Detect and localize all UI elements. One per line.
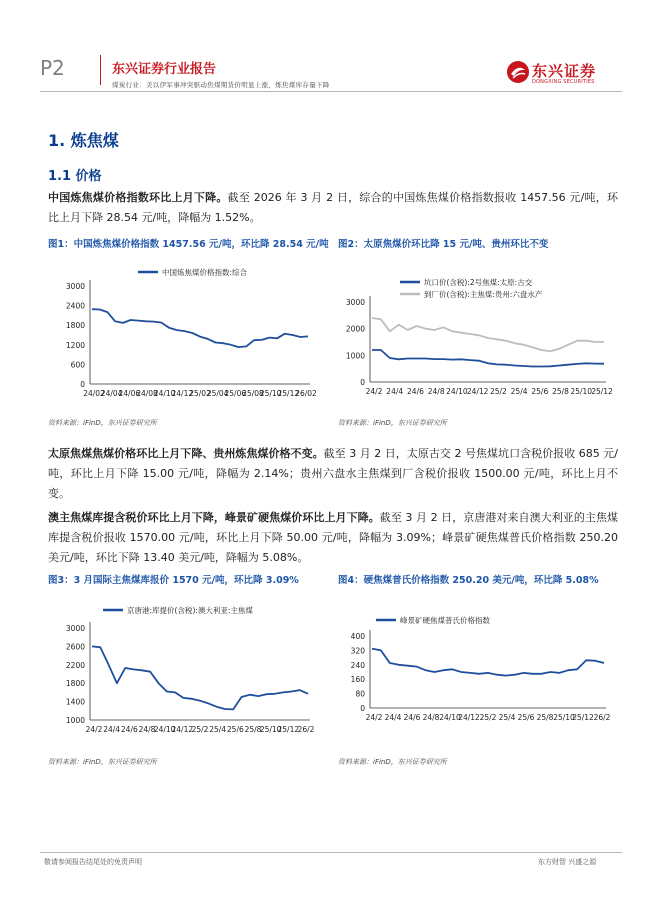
fig1-xtick-label: 25/10 [259, 389, 282, 398]
figure-1-caption: 图1：中国炼焦煤价格指数 1457.56 元/吨，环比降 28.54 元/吨 [48, 239, 329, 250]
fig1-xtick-label: 26/02 [295, 389, 317, 398]
fig1-xtick-label: 24/04 [100, 389, 123, 398]
fig4-xtick-label: 25/8 [536, 713, 554, 722]
figure-1-source: 资料来源：iFinD，东兴证券研究所 [48, 419, 157, 427]
figure-4-source: 资料来源：iFinD，东兴证券研究所 [338, 758, 447, 766]
logo-mark-icon [506, 60, 530, 84]
paragraph-2-lead: 太原焦煤焦煤价格环比上月下降、贵州炼焦煤价格不变。 [48, 447, 324, 460]
fig2-legend-label-1: 到厂价(含税):主焦煤:贵州:六盘水产 [424, 290, 543, 299]
fig3-xtick-label: 24/2 [85, 725, 103, 734]
page-number: P2 [40, 56, 65, 80]
fig1-ytick-label: 1200 [65, 340, 85, 350]
logo-subtext: DONGXING SECURITIES [532, 79, 595, 85]
fig3-ytick-label: 1000 [65, 716, 85, 725]
figure-1-chart [48, 252, 318, 412]
fig2-xtick-label: 24/4 [386, 387, 404, 396]
fig2-xtick-label: 25/8 [552, 387, 569, 396]
fig1-xtick-label: 25/08 [242, 389, 264, 398]
fig4-xtick-label: 25/10 [553, 713, 575, 722]
fig1-xtick-label: 25/04 [206, 389, 229, 398]
fig2-series-line-0 [372, 350, 604, 367]
fig4-xtick-label: 25/6 [517, 713, 535, 722]
fig1-xtick-label: 25/06 [224, 389, 247, 398]
fig2-ytick-label: 0 [360, 378, 365, 387]
fig3-xtick-label: 24/10 [153, 725, 176, 734]
footer-rule [40, 852, 622, 853]
fig3-xtick-label: 24/6 [120, 725, 138, 734]
fig2-xtick-label: 25/10 [570, 387, 593, 396]
fig4-xtick-label: 24/2 [365, 713, 383, 722]
paragraph-2-body: 截至 3 月 2 日，太原古交 2 号焦煤坑口含税价报收 685 元/吨，环比上月下降 15.00 元/吨，降幅为 2.14%；贵州六盘水主焦煤到厂含税价报收 1500.00 元/吨，环比上月不变。 [48, 447, 618, 500]
fig3-xtick-label: 25/4 [209, 725, 227, 734]
fig3-ytick-label: 3000 [65, 624, 85, 633]
fig4-xtick-label: 26/2 [593, 713, 611, 722]
fig1-ytick-label: 600 [70, 360, 85, 370]
fig3-ytick-label: 2200 [65, 660, 85, 670]
figure-2-caption: 图2：太原焦煤价环比降 15 元/吨、贵州环比不变 [338, 239, 549, 250]
fig2-xtick-label: 25/2 [489, 387, 507, 396]
paragraph-1-body: 截至 2026 年 3 月 2 日，综合的中国炼焦煤价格指数报收 1457.56 元/吨，环比上月下降 28.54 元/吨，降幅为 1.52%。 [48, 191, 619, 224]
fig2-xtick-label: 25/6 [531, 387, 549, 396]
fig4-series-line-0 [372, 649, 604, 676]
fig1-xtick-label: 24/08 [136, 389, 158, 398]
figure-3-chart [48, 596, 318, 741]
fig4-ytick-label: 80 [355, 689, 365, 699]
fig1-xtick-label: 24/02 [83, 389, 105, 398]
fig3-xtick-label: 25/8 [244, 725, 262, 734]
paragraph-3-lead: 澳主焦煤库提含税价环比上月下降，峰景矿硬焦煤价环比上月下降。 [48, 511, 380, 524]
fig2-xtick-label: 24/12 [466, 387, 489, 396]
fig3-xtick-label: 24/4 [103, 725, 121, 734]
fig3-xtick-label: 25/2 [191, 725, 209, 734]
fig4-ytick-label: 160 [350, 675, 365, 685]
fig1-legend-label-0: 中国炼焦煤价格指数:综合 [162, 268, 248, 277]
figure-3-caption: 图3：3 月国际主焦煤库报价 1570 元/吨，环比降 3.09% [48, 575, 299, 586]
fig2-xtick-label: 24/6 [407, 387, 424, 396]
fig4-ytick-label: 320 [350, 646, 365, 656]
fig4-xtick-label: 24/4 [384, 713, 402, 722]
fig2-ytick-label: 3000 [345, 298, 365, 307]
fig1-xtick-label: 24/10 [153, 389, 176, 398]
report-subtitle: 煤炭行业：美以伊军事冲突驱动焦煤期货价明显上涨，炼焦煤库存量下降 [112, 81, 330, 89]
fig3-ytick-label: 2600 [65, 642, 85, 652]
footer-disclaimer: 敬请参阅报告结尾处的免责声明 [44, 858, 142, 866]
fig3-ytick-label: 1400 [65, 697, 85, 707]
figure-4-caption: 图4：硬焦煤普氏价格指数 250.20 美元/吨，环比降 5.08% [338, 575, 599, 586]
fig3-xtick-label: 26/2 [297, 725, 315, 734]
fig4-xtick-label: 25/12 [572, 713, 594, 722]
fig2-xtick-label: 25/4 [510, 387, 528, 396]
fig4-legend-label-0: 峰景矿硬焦煤普氏价格指数 [400, 616, 490, 625]
header-rule [40, 91, 622, 92]
paragraph-2 [48, 444, 618, 504]
fig1-xtick-label: 25/02 [189, 389, 211, 398]
fig4-xtick-label: 25/4 [498, 713, 516, 722]
report-title: 东兴证券行业报告 [112, 62, 217, 77]
fig3-ytick-label: 1800 [65, 679, 85, 689]
fig3-legend-label-0: 京唐港:库提价(含税):澳大利亚:主焦煤 [127, 606, 253, 615]
fig1-series-line-0 [92, 309, 308, 347]
paragraph-1-lead: 中国炼焦煤价格指数环比上月下降。 [48, 191, 228, 204]
fig1-ytick-label: 3000 [65, 282, 85, 291]
fig2-xtick-label: 25/12 [591, 387, 613, 396]
fig1-ytick-label: 2400 [65, 301, 85, 311]
fig4-xtick-label: 24/10 [439, 713, 461, 722]
figure-2-chart [338, 252, 613, 412]
fig4-ytick-label: 240 [350, 660, 365, 670]
fig4-xtick-label: 25/2 [479, 713, 497, 722]
fig3-xtick-label: 25/6 [226, 725, 244, 734]
fig4-xtick-label: 24/8 [422, 713, 440, 722]
fig2-xtick-label: 24/8 [427, 387, 445, 396]
fig1-ytick-label: 1800 [65, 321, 85, 331]
figure-2-source: 资料来源：iFinD，东兴证券研究所 [338, 419, 447, 427]
paragraph-3-body: 截至 3 月 2 日，京唐港对来自澳大利亚的主焦煤库提含税价报收 1570.00 元/吨，环比上月下降 50.00 元/吨，降幅为 3.09%；峰景矿硬焦煤普氏价格指数 250.20 美元/吨，环比下降 13.40 美元/吨，降幅为 5.08%。 [48, 511, 619, 564]
paragraph-1 [48, 188, 618, 228]
fig1-ytick-label: 0 [80, 380, 85, 389]
fig4-ytick-label: 400 [350, 632, 365, 641]
paragraph-3 [48, 508, 618, 568]
section-heading: 1. 炼焦煤 [48, 131, 119, 150]
fig1-xtick-label: 24/12 [171, 389, 194, 398]
figure-4-chart [338, 596, 613, 741]
fig2-series-line-1 [372, 318, 604, 351]
fig1-xtick-label: 24/06 [118, 389, 141, 398]
logo-text: 东兴证券 [532, 62, 597, 80]
fig2-xtick-label: 24/10 [446, 387, 468, 396]
fig3-xtick-label: 24/8 [138, 725, 156, 734]
subsection-heading: 1.1 价格 [48, 169, 102, 184]
fig1-xtick-label: 25/12 [277, 389, 300, 398]
fig2-xtick-label: 24/2 [365, 387, 383, 396]
figure-3-source: 资料来源：iFinD，东兴证券研究所 [48, 758, 157, 766]
header-divider [100, 55, 101, 85]
fig4-ytick-label: 0 [360, 704, 365, 713]
fig3-xtick-label: 25/12 [277, 725, 300, 734]
fig2-ytick-label: 1000 [345, 351, 365, 361]
fig3-series-line-0 [92, 646, 308, 709]
fig4-xtick-label: 24/6 [403, 713, 421, 722]
fig2-legend-label-0: 坑口价(含税):2号焦煤:太原:古交 [424, 278, 533, 287]
fig2-ytick-label: 2000 [345, 324, 365, 334]
fig4-xtick-label: 24/12 [458, 713, 480, 722]
fig3-xtick-label: 24/12 [171, 725, 194, 734]
fig3-xtick-label: 25/10 [259, 725, 282, 734]
footer-slogan: 东方财智 兴盛之源 [538, 858, 597, 866]
